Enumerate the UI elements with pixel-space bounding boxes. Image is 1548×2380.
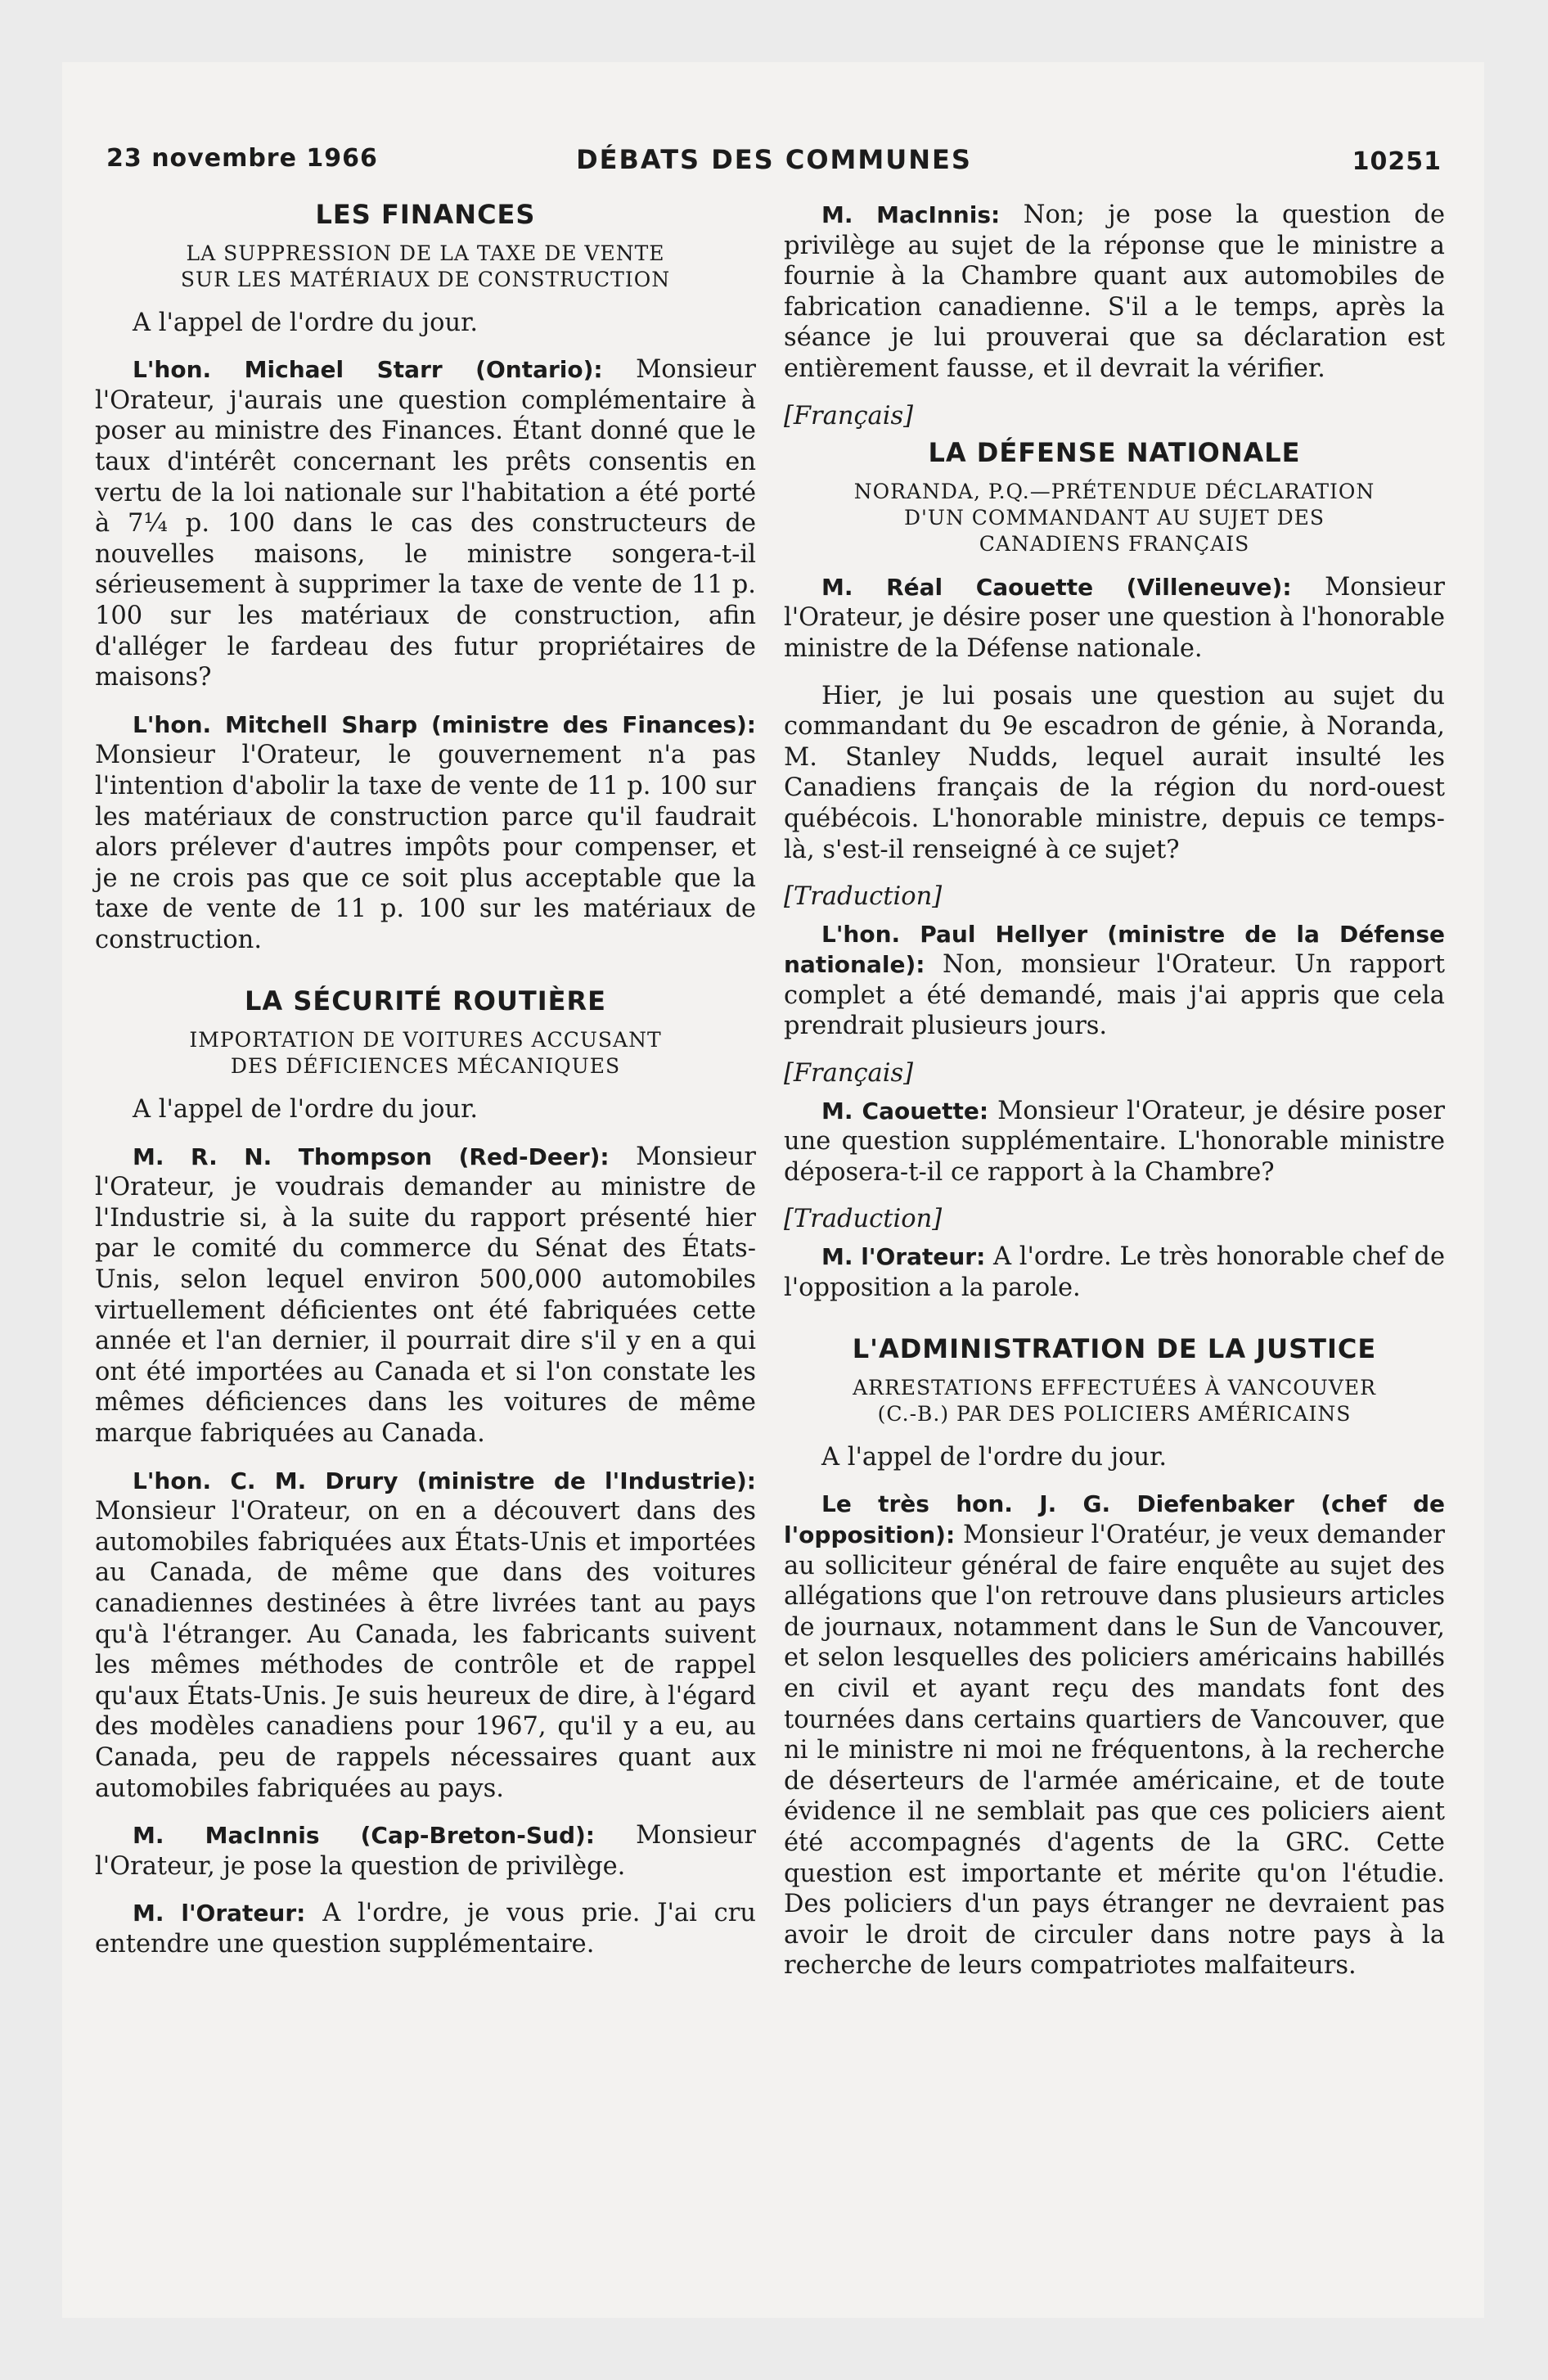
speech-text: Monsieur l'Orateur, j'aurais une question complémentaire à poser au ministre des Finances. Étant donné que le taux d'intérêt concernant les prêts consentis en vertu de la loi nationale sur l'habitation a été porté à 7¼ p. 100 dans le cas des constructeurs de nouvelles maisons, le ministre songera-t-il sérieusement à supprimer la taxe de vente de 11 p. 100 sur les matériaux de construction, afin d'alléger le fardeau des futur propriétaires de maisons? [95, 355, 756, 692]
subtitle-line: ARRESTATIONS EFFECTUÉES À VANCOUVER [853, 1375, 1376, 1400]
speech-text: A l'ordre. Le très honorable chef de l'opposition a la parole. [784, 1242, 1445, 1302]
language-tag: [Traduction] [784, 1205, 943, 1234]
speech-text: Monsieur l'Orateur, le gouvernement n'a pas l'intention d'abolir la taxe de vente de 11 p. 100 sur les matériaux de construction parce qu'il faudrait alors prélever d'autres impôts pour compenser, et je ne crois pas que ce soit plus acceptable que la taxe de vente de 11 p. 100 sur les matériaux de construction. [95, 741, 756, 954]
speaker-name: L'hon. Paul Hellyer (ministre de la Défense nationale): [784, 920, 1445, 979]
section-title: LA DÉFENSE NATIONALE [928, 437, 1301, 469]
page-header [106, 144, 1442, 185]
language-tag: [Français] [784, 401, 914, 430]
section-subtitle [95, 1027, 756, 1080]
left-column [95, 200, 756, 1977]
speech-paragraph [95, 1898, 756, 1959]
order-of-day: A l'appel de l'ordre du jour. [133, 1095, 479, 1125]
speaker-name: M. MacInnis (Cap-Breton-Sud): [133, 1822, 595, 1850]
order-of-day: A l'appel de l'ordre du jour. [821, 1442, 1168, 1472]
right-column [784, 200, 1445, 1998]
speech-paragraph [95, 354, 756, 693]
speaker-name: M. Caouette: [821, 1097, 989, 1125]
speech-text: Monsieur l'Orateur, on en a découvert dans des automobiles fabriquées aux États-Unis et importées au Canada, de même que dans des voitures canadiennes destinées à être livrées tant au pays qu'à l'étranger. Au Canada, les fabricants suivent les mêmes méthodes de contrôle et de rappel qu'aux États-Unis. Je suis heureux de dire, à l'égard des modèles canadiens pour 1967, qu'il y a eu, au Canada, peu de rappels nécessaires quant aux automobiles fabriquées au pays. [95, 1497, 756, 1803]
subtitle-line: NORANDA, P.Q.—PRÉTENDUE DÉCLARATION [853, 479, 1375, 503]
speech-paragraph [95, 1466, 756, 1805]
speaker-name: Le très hon. J. G. Diefenbaker (chef de l'opposition): [784, 1490, 1445, 1548]
subtitle-line: SUR LES MATÉRIAUX DE CONSTRUCTION [180, 267, 671, 291]
subtitle-line: D'UN COMMANDANT AU SUJET DES [903, 505, 1325, 530]
order-of-day: A l'appel de l'ordre du jour. [133, 308, 479, 337]
speech-paragraph [95, 1820, 756, 1882]
speech-paragraph: Hier, je lui posais une question au sujet du commandant du 9e escadron de génie, à Noranda, M. Stanley Nudds, lequel aurait insulté les Canadiens français de la région du nord-ouest québécois. L'honorable ministre, depuis ce temps-là, s'est-il renseigné à ce sujet? [784, 681, 1445, 864]
section-title: LES FINANCES [315, 199, 536, 230]
speech-text: Monsieur l'Orateur, je désire poser une question supplémentaire. L'honorable ministre déposera-t-il ce rapport à la Chambre? [784, 1096, 1445, 1187]
section-subtitle [95, 241, 756, 293]
speaker-name: M. l'Orateur: [821, 1243, 986, 1271]
speech-paragraph [784, 1242, 1445, 1303]
speech-text: Non, monsieur l'Orateur. Un rapport complet a été demandé, mais j'ai appris que cela prendrait plusieurs jours. [784, 950, 1445, 1041]
section-title: L'ADMINISTRATION DE LA JUSTICE [852, 1333, 1377, 1365]
subtitle-line: (C.-B.) PAR DES POLICIERS AMÉRICAINS [877, 1401, 1352, 1426]
section-subtitle [784, 1375, 1445, 1427]
section-title: LA SÉCURITÉ ROUTIÈRE [245, 985, 606, 1017]
speech-paragraph [784, 200, 1445, 385]
speech-text: Non; je pose la question de privilège au sujet de la réponse que le ministre a fournie à la Chambre quant aux automobiles de fabrication canadienne. S'il a le temps, après la séance je lui prouverai que sa déclaration est entièrement fausse, et il devrait la vérifier. [784, 201, 1445, 383]
language-tag: [Français] [784, 1059, 914, 1089]
subtitle-line: IMPORTATION DE VOITURES ACCUSANT [189, 1028, 662, 1053]
subtitle-line: DES DÉFICIENCES MÉCANIQUES [230, 1054, 621, 1079]
speaker-name: L'hon. C. M. Drury (ministre de l'Industrie): [133, 1467, 756, 1494]
section-subtitle [784, 479, 1445, 557]
speaker-name: L'hon. Mitchell Sharp (ministre des Finances): [133, 710, 756, 738]
speech-paragraph [784, 919, 1445, 1042]
subtitle-line: CANADIENS FRANÇAIS [979, 531, 1250, 556]
speech-text: A l'ordre, je vous prie. J'ai cru entendre une question supplémentaire. [95, 1899, 756, 1959]
language-tag: [Traduction] [784, 882, 943, 912]
header-date: 23 novembre 1966 [106, 144, 378, 173]
speech-text: Monsieur l'Orateur, je pose la question de privilège. [95, 1821, 756, 1881]
speech-paragraph [95, 1142, 756, 1449]
page-number: 10251 [1352, 147, 1442, 176]
speaker-name: M. R. N. Thompson (Red-Deer): [133, 1143, 610, 1170]
speech-paragraph [784, 1489, 1445, 1981]
speaker-name: M. MacInnis: [821, 201, 1001, 228]
speech-text: Monsieur l'Oratéur, je veux demander au solliciteur général de faire enquête au sujet des allégations que l'on retrouve dans plusieurs articles de journaux, notamment dans le Sun de Vancouver, et selon lesquelles des policiers américains habillés en civil et ayant reçu des mandats font des tournées dans certains quartiers de Vancouver, que ni le ministre ni moi ne fréquentons, à la recherche de déserteurs de l'armée américaine, et de toute évidence il ne semblait pas que ces policiers aient été accompagnés d'agents de la GRC. Cette question est importante et mérite qu'on l'étudie. Des policiers d'un pays étranger ne devraient pas avoir le droit de circuler dans notre pays à la recherche de leurs compatriotes malfaiteurs. [784, 1521, 1445, 1981]
speech-text: Monsieur l'Orateur, je voudrais demander au ministre de l'Industrie si, à la suite du rapport présenté hier par le comité du commerce du Sénat des États-Unis, selon lequel environ 500,000 automobiles virtuellement déficientes ont été fabriquées cette année et l'an dernier, il pourrait dire s'il y en a qui ont été importées au Canada et si l'on constate les mêmes déficiences dans les voitures de même marque fabriquées au Canada. [95, 1142, 756, 1448]
header-title: DÉBATS DES COMMUNES [576, 144, 972, 175]
speech-text: Monsieur l'Orateur, je désire poser une question à l'honorable ministre de la Défense nationale. [784, 572, 1445, 663]
speaker-name: M. Réal Caouette (Villeneuve): [821, 573, 1292, 601]
speech-paragraph [784, 1096, 1445, 1188]
speaker-name: L'hon. Michael Starr (Ontario): [133, 356, 603, 384]
speaker-name: M. l'Orateur: [133, 1900, 306, 1927]
speech-paragraph [784, 572, 1445, 665]
subtitle-line: LA SUPPRESSION DE LA TAXE DE VENTE [186, 241, 665, 265]
speech-paragraph [95, 710, 756, 956]
